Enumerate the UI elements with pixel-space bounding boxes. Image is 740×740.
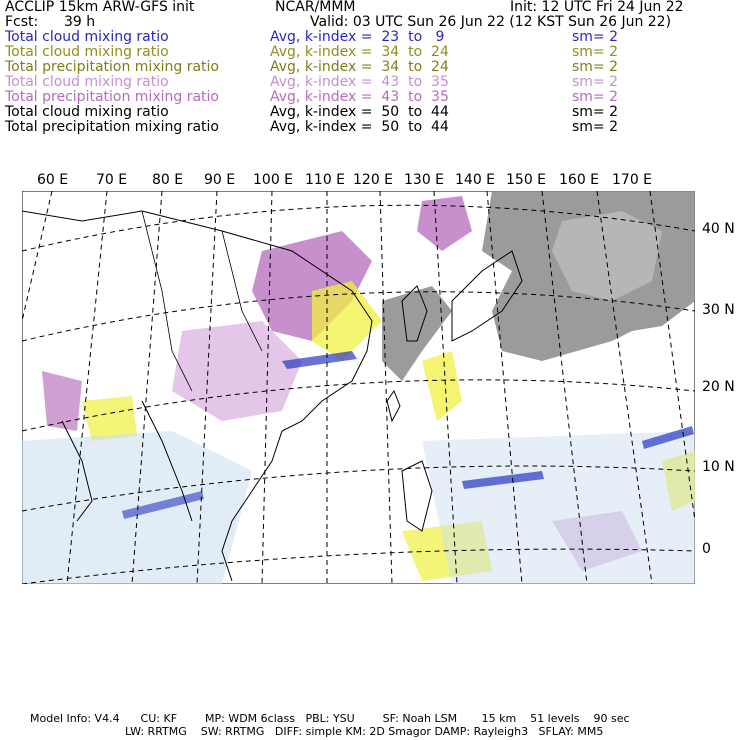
model-title: ACCLIP 15km ARW-GFS init [5,0,195,15]
organization-label: NCAR/MMM [275,0,356,15]
latitude-label: 10 N [702,459,735,475]
legend-k-index-range: Avg, k-index = 34 to 24 [270,44,449,60]
longitude-label: 100 E [253,172,294,188]
legend-k-index-range: Avg, k-index = 34 to 24 [270,59,449,75]
model-info-line2: LW: RRTMG SW: RRTMG DIFF: simple KM: 2D Smagor DAMP: Rayleigh3 SFLAY: MM5 [125,725,604,738]
legend-smoothing: sm= 2 [572,89,619,105]
longitude-label: 120 E [353,172,394,188]
legend-k-index-range: Avg, k-index = 23 to 9 [270,29,445,45]
longitude-label: 160 E [559,172,600,188]
legend-k-index-range: Avg, k-index = 43 to 35 [270,74,449,90]
latitude-label: 20 N [702,379,735,395]
latitude-label: 40 N [702,221,735,237]
latitude-label: 0 [702,541,711,557]
init-time: Init: 12 UTC Fri 24 Jun 22 [510,0,684,15]
legend-field-name: Total precipitation mixing ratio [5,59,219,75]
legend-smoothing: sm= 2 [572,29,619,45]
valid-time: Valid: 03 UTC Sun 26 Jun 22 (12 KST Sun 26 Jun 22) [310,14,672,30]
map-panel [22,191,695,584]
longitude-label: 130 E [404,172,445,188]
legend-smoothing: sm= 2 [572,44,619,60]
legend-smoothing: sm= 2 [572,119,619,135]
legend-field-name: Total cloud mixing ratio [5,104,169,120]
legend-field-name: Total cloud mixing ratio [5,29,169,45]
legend-field-name: Total cloud mixing ratio [5,74,169,90]
legend-smoothing: sm= 2 [572,59,619,75]
legend-k-index-range: Avg, k-index = 50 to 44 [270,119,449,135]
legend-k-index-range: Avg, k-index = 50 to 44 [270,104,449,120]
longitude-label: 170 E [612,172,653,188]
legend-field-name: Total cloud mixing ratio [5,44,169,60]
longitude-label: 140 E [455,172,496,188]
legend-k-index-range: Avg, k-index = 43 to 35 [270,89,449,105]
longitude-label: 90 E [204,172,236,188]
legend-smoothing: sm= 2 [572,74,619,90]
legend-smoothing: sm= 2 [572,104,619,120]
longitude-label: 150 E [506,172,547,188]
forecast-label: Fcst: [5,14,39,30]
legend-field-name: Total precipitation mixing ratio [5,119,219,135]
forecast-hours: 39 h [64,14,96,30]
latitude-label: 30 N [702,302,735,318]
longitude-label: 110 E [305,172,346,188]
longitude-label: 60 E [37,172,69,188]
longitude-label: 70 E [96,172,128,188]
legend-field-name: Total precipitation mixing ratio [5,89,219,105]
longitude-label: 80 E [152,172,184,188]
model-info-line1: Model Info: V4.4 CU: KF MP: WDM 6class PBL: YSU SF: Noah LSM 15 km 51 levels 90 sec [30,712,630,725]
